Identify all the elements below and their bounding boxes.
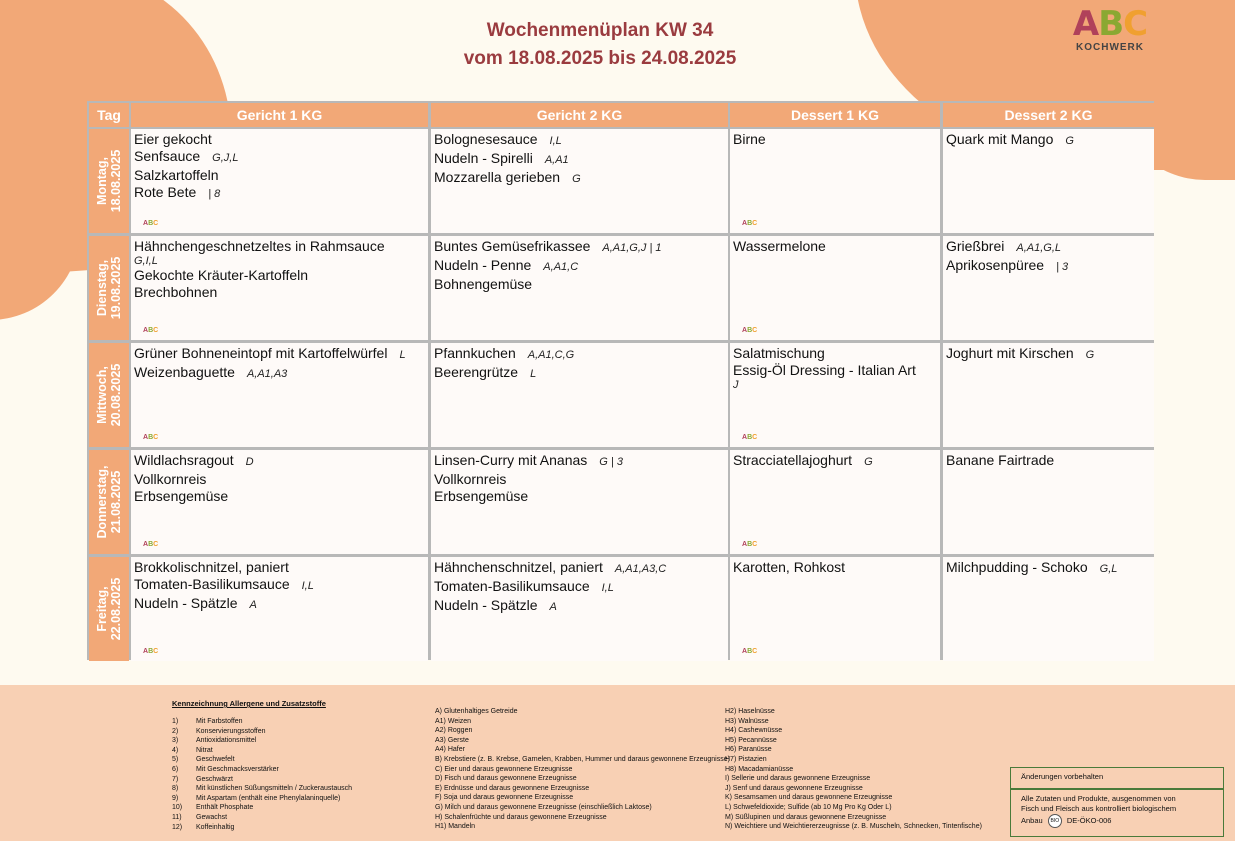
dish-line: [434, 276, 725, 293]
footer-legend: [0, 685, 1235, 841]
mini-logo-letter: B: [747, 541, 753, 548]
bio-note-line3: Anbau: [1021, 815, 1043, 825]
bio-note: [1010, 789, 1224, 837]
gericht-2-cell: [431, 129, 728, 233]
allergen-item: J) Senf und daraus gewonnene Erzeugnisse: [725, 784, 863, 792]
dish-line: [946, 131, 1151, 150]
additive-number: 9): [172, 794, 179, 802]
mini-logo-icon: [143, 327, 158, 334]
mini-logo-letter: C: [752, 220, 758, 227]
logo: [1070, 6, 1150, 53]
dish-name: Joghurt mit Kirschen: [946, 345, 1074, 361]
dessert-1-cell: [730, 129, 940, 233]
mini-logo-icon: [143, 220, 158, 227]
dish-name: Quark mit Mango: [946, 131, 1054, 147]
legend-title: Kennzeichnung Allergene und Zusatzstoffe: [172, 699, 326, 708]
dish-name: Erbsengemüse: [134, 488, 229, 504]
dish-line: [946, 238, 1151, 257]
day-name: Dienstag,: [95, 259, 109, 317]
additive-number: 12): [172, 823, 183, 831]
additive-item: [172, 717, 352, 727]
allergen-item: D) Fisch und daraus gewonnene Erzeugnisse: [435, 775, 577, 783]
dish-name: Grüner Bohneneintopf mit Kartoffelwürfel: [134, 345, 388, 361]
mini-logo-letter: B: [148, 541, 154, 548]
mini-logo-letter: A: [143, 648, 149, 655]
mini-logo-icon: [742, 434, 757, 441]
column-header: Gericht 2 KG: [431, 103, 728, 127]
additive-number: 8): [172, 785, 179, 793]
additive-number: 4): [172, 746, 179, 754]
dish-line: [946, 257, 1151, 276]
dessert-1-cell: [730, 343, 940, 447]
additive-text: Geschwefelt: [196, 756, 235, 764]
additive-number: 2): [172, 727, 179, 735]
dish-name: Grießbrei: [946, 238, 1005, 254]
gericht-2-cell: [431, 343, 728, 447]
allergen-item: A3) Gerste: [435, 736, 469, 744]
dish-line: [134, 167, 425, 184]
day-cell: [89, 236, 129, 340]
day-name: Montag,: [95, 157, 109, 205]
additive-item: [172, 784, 352, 794]
day-cell: [89, 450, 129, 554]
day-label: [95, 150, 123, 213]
dish-name: Banane Fairtrade: [946, 452, 1055, 468]
allergen-item: H6) Paranüsse: [725, 746, 772, 754]
logo-subtitle: KOCHWERK: [1076, 42, 1144, 53]
dish-line: [134, 576, 425, 595]
allergen-item: B) Krebstiere (z. B. Krebse, Garnelen, Krabben, Hummer und daraus gewonnene Erzeugnisse): [435, 755, 730, 763]
dish-name: Birne: [733, 131, 766, 147]
mini-logo-icon: [742, 648, 757, 655]
dish-line: [434, 131, 725, 150]
allergen-codes: G | 3: [599, 456, 623, 468]
dish-name: Nudeln - Penne: [434, 257, 532, 273]
day-cell: [89, 129, 129, 233]
dish-line: [434, 452, 725, 471]
logo-letter: C: [1123, 4, 1148, 44]
allergen-codes: G: [1085, 349, 1095, 361]
gericht-1-cell: [131, 343, 428, 447]
dish-name: Weizenbaguette: [134, 364, 235, 380]
allergen-item: L) Schwefeldioxide; Sulfide (ab 10 Mg Pro Kg Oder L): [725, 803, 892, 811]
dish-name: Eier gekocht: [134, 131, 212, 147]
dish-name: Pfannkuchen: [434, 345, 516, 361]
dish-line: [733, 345, 937, 362]
allergen-item: F) Soja und daraus gewonnene Erzeugnisse: [435, 794, 574, 802]
dish-line: [134, 559, 425, 576]
day-date: 20.08.2025: [109, 363, 123, 427]
dish-line: [134, 471, 425, 488]
day-cell: [89, 557, 129, 661]
allergen-codes: A,A1,G,L: [1016, 242, 1061, 254]
day-name: Mittwoch,: [95, 366, 109, 424]
dish-line: [733, 559, 937, 576]
menu-table: [87, 101, 1154, 660]
allergen-codes: I,L: [601, 582, 614, 594]
gericht-1-cell: [131, 557, 428, 661]
dish-name: Hähnchengeschnetzeltes in Rahmsauce: [134, 238, 385, 254]
additive-text: Antioxidationsmittel: [196, 737, 257, 745]
dish-name: Wildlachsragout: [134, 452, 234, 468]
dish-line: [434, 150, 725, 169]
dish-line: [434, 488, 725, 505]
additive-text: Koffeinhaltig: [196, 823, 235, 831]
gericht-2-cell: [431, 236, 728, 340]
mini-logo-letter: C: [752, 541, 758, 548]
allergen-item: A2) Roggen: [435, 727, 473, 735]
additive-number: 3): [172, 737, 179, 745]
day-date: 22.08.2025: [109, 577, 123, 641]
mini-logo-letter: B: [747, 648, 753, 655]
mini-logo-letter: C: [153, 220, 159, 227]
mini-logo-letter: C: [153, 541, 159, 548]
additive-item: [172, 746, 352, 756]
dish-name: Stracciatellajoghurt: [733, 452, 853, 468]
mini-logo-icon: [143, 541, 158, 548]
additive-item: [172, 813, 352, 823]
mini-logo-letter: B: [747, 220, 753, 227]
bio-seal-icon: BIO: [1048, 814, 1062, 828]
allergen-codes: A: [249, 599, 257, 611]
mini-logo-letter: C: [153, 648, 159, 655]
mini-logo-letter: C: [153, 327, 159, 334]
allergen-codes: G,J,L: [212, 152, 239, 164]
dish-name: Nudeln - Spätzle: [134, 595, 238, 611]
allergen-codes: A: [549, 601, 557, 613]
dish-name: Beerengrütze: [434, 364, 519, 380]
legend-allergens-1: [435, 707, 730, 832]
dish-line: [134, 284, 425, 301]
dish-name: Buntes Gemüsefrikassee: [434, 238, 591, 254]
dessert-2-cell: [943, 450, 1154, 554]
mini-logo-letter: A: [143, 327, 149, 334]
allergen-codes: | 8: [208, 188, 221, 200]
dish-line: [946, 452, 1151, 469]
day-date: 19.08.2025: [109, 256, 123, 320]
allergen-item: G) Milch und daraus gewonnene Erzeugnisse (einschließlich Laktose): [435, 803, 652, 811]
dish-line: [434, 345, 725, 364]
allergen-codes: G,L: [1099, 563, 1118, 575]
additive-text: Konservierungsstoffen: [196, 727, 266, 735]
dessert-1-cell: [730, 450, 940, 554]
additive-text: Mit Farbstoffen: [196, 718, 243, 725]
additive-number: 11): [172, 813, 182, 821]
additive-text: Mit Geschmacksverstärker: [196, 765, 279, 773]
dish-name: Salatmischung: [733, 345, 825, 361]
mini-logo-icon: [143, 648, 158, 655]
mini-logo-letter: A: [742, 648, 748, 655]
dessert-1-cell: [730, 236, 940, 340]
dish-name: Nudeln - Spirelli: [434, 150, 533, 166]
additive-item: [172, 727, 352, 737]
allergen-item: I) Sellerie und daraus gewonnene Erzeugnisse: [725, 775, 871, 783]
allergen-item: H2) Haselnüsse: [725, 708, 775, 715]
dish-line: [434, 364, 725, 383]
dish-name: Hähnchenschnitzel, paniert: [434, 559, 603, 575]
allergen-item: H3) Walnüsse: [725, 717, 769, 725]
column-header: Dessert 1 KG: [730, 103, 940, 127]
mini-logo-letter: B: [747, 434, 753, 441]
mini-logo-letter: A: [742, 220, 748, 227]
dish-name: Vollkornreis: [434, 471, 507, 487]
dish-name: Bohnengemüse: [434, 276, 533, 292]
allergen-codes: A,A1,A3,C: [614, 563, 667, 575]
dessert-1-cell: [730, 557, 940, 661]
day-label: [95, 364, 123, 427]
allergen-codes: G: [1065, 135, 1074, 147]
day-date: 21.08.2025: [109, 470, 123, 534]
dish-name: Essig-Öl Dressing - Italian Art: [733, 362, 916, 378]
changes-note: [1010, 767, 1224, 789]
additive-item: [172, 775, 352, 785]
additive-number: 6): [172, 765, 179, 773]
bio-note-line1: Alle Zutaten und Produkte, ausgenommen von: [1021, 794, 1176, 803]
allergen-item: K) Sesamsamen und daraus gewonnene Erzeugnisse: [725, 794, 893, 802]
dish-line: [434, 559, 725, 578]
mini-logo-letter: A: [742, 541, 748, 548]
additive-text: Gewachst: [196, 813, 228, 821]
additive-text: Mit künstlichen Süßungsmitteln / Zuckeraustausch: [196, 785, 353, 793]
additive-item: [172, 803, 352, 813]
allergen-codes: G,I,L: [134, 255, 158, 267]
dish-line: [434, 597, 725, 616]
additive-number: 7): [172, 775, 179, 783]
allergen-codes: A,A1,C: [543, 261, 579, 273]
allergen-codes: I,L: [549, 135, 562, 147]
allergen-codes: | 3: [1056, 261, 1069, 273]
day-label: [95, 257, 123, 320]
dish-line: [434, 257, 725, 276]
mini-logo-letter: A: [143, 434, 149, 441]
day-name: Donnerstag,: [95, 465, 109, 539]
dish-name: Tomaten-Basilikumsauce: [134, 576, 290, 592]
allergen-codes: A,A1: [544, 154, 569, 166]
column-header: Dessert 2 KG: [943, 103, 1154, 127]
day-date: 18.08.2025: [109, 149, 123, 213]
allergen-item: A4) Hafer: [435, 746, 465, 754]
allergen-item: H8) Macadamianüsse: [725, 765, 794, 773]
gericht-2-cell: [431, 450, 728, 554]
dessert-2-cell: [943, 343, 1154, 447]
mini-logo-letter: B: [148, 327, 154, 334]
dish-line: [733, 131, 937, 148]
dish-name: Erbsengemüse: [434, 488, 529, 504]
dish-line: [134, 267, 425, 284]
column-header: Gericht 1 KG: [131, 103, 428, 127]
day-label: [95, 578, 123, 641]
dish-name: Salzkartoffeln: [134, 167, 219, 183]
allergen-item: A1) Weizen: [435, 717, 472, 725]
dish-name: Rote Bete: [134, 184, 197, 200]
mini-logo-letter: A: [742, 434, 748, 441]
dish-line: [434, 578, 725, 597]
logo-letter: B: [1098, 4, 1124, 44]
dish-line: [134, 452, 425, 471]
dish-line: [733, 452, 937, 471]
additive-text: Geschwärzt: [196, 775, 233, 783]
allergen-codes: G: [572, 173, 581, 185]
dish-line: [134, 595, 425, 614]
dish-name: Aprikosenpüree: [946, 257, 1045, 273]
additive-text: Nitrat: [196, 746, 213, 754]
logo-letters: [1070, 6, 1150, 42]
dish-line: [134, 238, 425, 255]
mini-logo-icon: [742, 220, 757, 227]
day-name: Freitag,: [95, 586, 109, 632]
allergen-item: N) Weichtiere und Weichtiererzeugnisse (z. B. Muscheln, Schnecken, Tintenfische): [725, 823, 982, 831]
gericht-1-cell: [131, 450, 428, 554]
additive-item: [172, 736, 352, 746]
additive-item: [172, 794, 352, 804]
mini-logo-letter: B: [148, 220, 154, 227]
allergen-item: C) Eier und daraus gewonnene Erzeugnisse: [435, 765, 573, 773]
mini-logo-letter: C: [752, 434, 758, 441]
additive-item: [172, 765, 352, 775]
dish-line: [733, 362, 937, 379]
dish-line: [134, 488, 425, 505]
allergen-codes: A,A1,C,G: [527, 349, 575, 361]
gericht-1-cell: [131, 129, 428, 233]
mini-logo-letter: A: [742, 327, 748, 334]
allergen-codes: A,A1,A3: [246, 368, 288, 380]
allergen-codes: L: [399, 349, 406, 361]
legend-allergens-2: [725, 707, 982, 832]
dish-name: Vollkornreis: [134, 471, 207, 487]
dish-name: Wassermelone: [733, 238, 826, 254]
day-cell: [89, 343, 129, 447]
mini-logo-letter: C: [752, 648, 758, 655]
allergen-item: M) Süßlupinen und daraus gewonnene Erzeugnisse: [725, 813, 887, 821]
mini-logo-icon: [742, 327, 757, 334]
mini-logo-letter: B: [747, 327, 753, 334]
column-header: Tag: [89, 103, 129, 127]
page-title: Wochenmenüplan KW 34: [486, 20, 714, 41]
dessert-2-cell: [943, 129, 1154, 233]
allergen-codes: A,A1,G,J | 1: [602, 242, 662, 254]
allergen-codes: J: [733, 379, 739, 391]
dessert-2-cell: [943, 557, 1154, 661]
dish-line: [733, 238, 937, 255]
dish-line: [134, 131, 425, 148]
dish-line: [434, 238, 725, 257]
mini-logo-letter: A: [143, 220, 149, 227]
mini-logo-icon: [143, 434, 158, 441]
dish-name: Senfsauce: [134, 148, 201, 164]
mini-logo-letter: B: [148, 648, 154, 655]
dish-name: Linsen-Curry mit Ananas: [434, 452, 588, 468]
dish-line: [134, 345, 425, 364]
logo-letter: A: [1072, 4, 1099, 44]
dish-name: Bolognesesauce: [434, 131, 538, 147]
dish-name: Gekochte Kräuter-Kartoffeln: [134, 267, 309, 283]
legend-additives: [172, 717, 352, 832]
mini-logo-letter: C: [153, 434, 159, 441]
gericht-2-cell: [431, 557, 728, 661]
dish-line: [134, 364, 425, 383]
allergen-codes: L: [530, 368, 537, 380]
bio-note-line2: Fisch und Fleisch aus kontrolliert biologischem: [1021, 804, 1177, 813]
dish-line: [134, 184, 425, 203]
mini-logo-letter: A: [143, 541, 149, 548]
allergen-item: H5) Pecannüsse: [725, 736, 777, 744]
dish-name: Nudeln - Spätzle: [434, 597, 538, 613]
bio-code: DE-ÖKO-006: [1066, 815, 1112, 825]
allergen-codes: D: [245, 456, 254, 468]
mini-logo-icon: [742, 541, 757, 548]
allergen-item: H) Schalenfrüchte und daraus gewonnene Erzeugnisse: [435, 813, 607, 821]
mini-logo-letter: B: [148, 434, 154, 441]
dish-line: [434, 169, 725, 188]
dessert-2-cell: [943, 236, 1154, 340]
gericht-1-cell: [131, 236, 428, 340]
additive-text: Mit Aspartam (enthält eine Phenylalaninquelle): [196, 794, 341, 802]
additive-text: Enthält Phosphate: [196, 804, 254, 812]
mini-logo-letter: C: [752, 327, 758, 334]
dish-name: Brechbohnen: [134, 284, 218, 300]
dish-line: [946, 559, 1151, 578]
additive-number: 10): [172, 804, 183, 812]
allergen-codes: G: [864, 456, 873, 468]
additive-number: 1): [172, 718, 179, 725]
day-label: [95, 466, 123, 539]
allergen-item: A) Glutenhaltiges Getreide: [435, 708, 518, 715]
changes-note-text: Änderungen vorbehalten: [1021, 772, 1104, 781]
additive-number: 5): [172, 756, 179, 764]
dish-name: Karotten, Rohkost: [733, 559, 846, 575]
allergen-item: H7) Pistazien: [725, 755, 767, 763]
allergen-item: H4) Cashewnüsse: [725, 727, 783, 735]
dish-name: Milchpudding - Schoko: [946, 559, 1088, 575]
allergen-item: H1) Mandeln: [435, 823, 476, 831]
additive-item: [172, 755, 352, 765]
page-subtitle-dates: vom 18.08.2025 bis 24.08.2025: [463, 48, 737, 69]
dish-line: [946, 345, 1151, 364]
dish-name: Tomaten-Basilikumsauce: [434, 578, 590, 594]
dish-name: Brokkolischnitzel, paniert: [134, 559, 289, 575]
additive-item: [172, 823, 352, 833]
allergen-item: E) Erdnüsse und daraus gewonnene Erzeugnisse: [435, 784, 590, 792]
allergen-codes: I,L: [301, 580, 314, 592]
dish-line: [134, 148, 425, 167]
dish-line: [434, 471, 725, 488]
dish-name: Mozzarella gerieben: [434, 169, 561, 185]
